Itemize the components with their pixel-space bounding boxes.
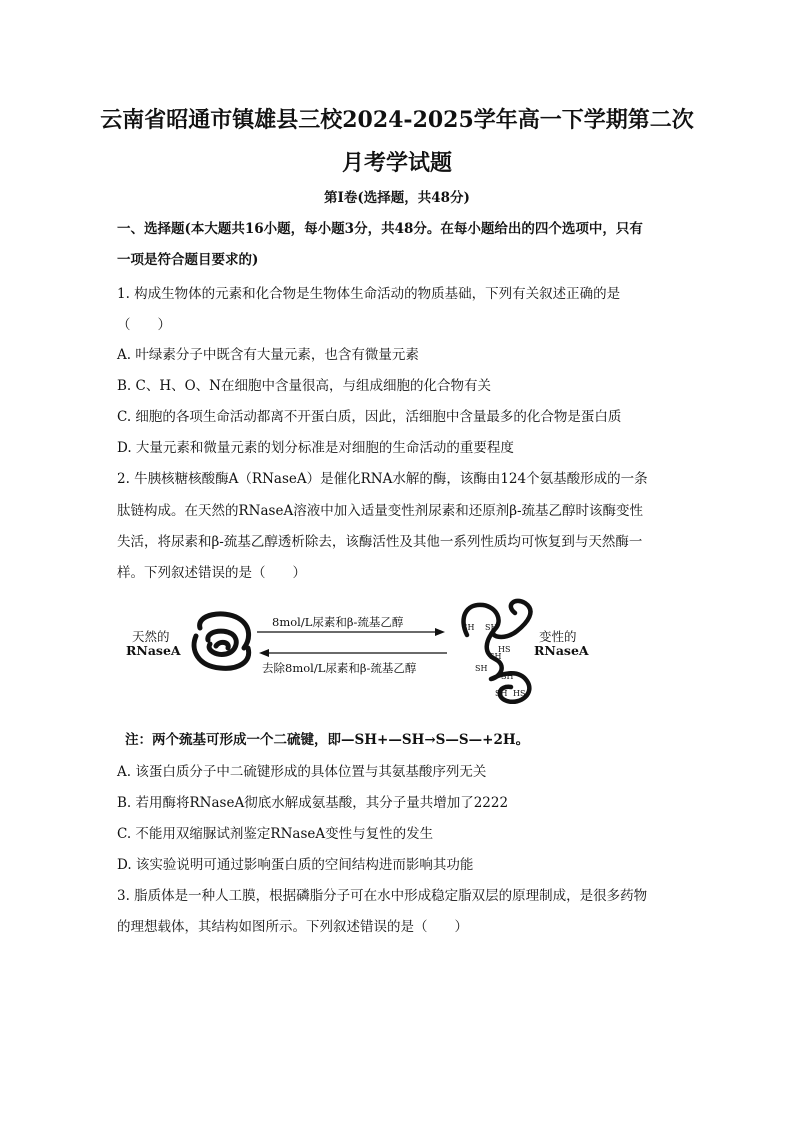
instructions-line1: 一、选择题(本大题共16小题，每小题3分，共48分。在每小题给出的四个选项中，只有: [117, 221, 643, 237]
sh-label: SH: [495, 689, 508, 698]
sh-label: SH: [475, 664, 488, 673]
hs-label: HS: [513, 689, 526, 698]
reverse-arrow-icon: [257, 648, 447, 658]
q2-option-c: C. 不能用双缩脲试剂鉴定RNaseA变性与复性的发生: [117, 826, 434, 842]
native-label-1: 天然的: [132, 629, 170, 644]
q3-stem-line1: 3. 脂质体是一种人工膜，根据磷脂分子可在水中形成稳定脂双层的原理制成，是很多药物: [117, 888, 648, 904]
forward-arrow-icon: [257, 627, 447, 637]
q2-option-a: A. 该蛋白质分子中二硫键形成的具体位置与其氨基酸序列无关: [117, 764, 487, 780]
q1-stem-line1: 1. 构成生物体的元素和化合物是生物体生命活动的物质基础，下列有关叙述正确的是: [117, 286, 621, 302]
exam-title-line2: 月考学试题: [341, 150, 452, 176]
q2-stem-line4: 样。下列叙述错误的是（ ）: [117, 565, 306, 581]
q3-stem-line2: 的理想载体，其结构如图所示。下列叙述错误的是（ ）: [117, 919, 468, 935]
instructions-line2: 一项是符合题目要求的): [117, 252, 259, 268]
q2-option-b: B. 若用酶将RNaseA彻底水解成氨基酸，其分子量共增加了2222: [117, 795, 509, 811]
native-label-2: RNaseA: [126, 643, 181, 658]
sh-label: SH: [489, 652, 502, 661]
q2-note: 注：两个巯基可形成一个二硫键，即—SH+—SH→S—S—+2H。: [125, 732, 530, 748]
native-protein-coil-icon: [186, 606, 266, 676]
denatured-label-1: 变性的: [539, 629, 577, 644]
q2-option-d: D. 该实验说明可通过影响蛋白质的空间结构进而影响其功能: [117, 857, 474, 873]
exam-title-line1: 云南省昭通市镇雄县三校2024-2025学年高一下学期第二次: [100, 107, 694, 133]
q2-stem-line2: 肽链构成。在天然的RNaseA溶液中加入适量变性剂尿素和还原剂β-巯基乙醇时该酶变性: [117, 503, 644, 519]
reverse-arrow-label: 去除8mol/L尿素和β-巯基乙醇: [262, 661, 417, 675]
q1-option-c: C. 细胞的各项生命活动都离不开蛋白质，因此，活细胞中含量最多的化合物是蛋白质: [117, 409, 622, 425]
q1-option-d: D. 大量元素和微量元素的划分标准是对细胞的生命活动的重要程度: [117, 440, 514, 456]
hs-label: HS: [498, 645, 511, 654]
q1-option-b: B. C、H、O、N在细胞中含量很高，与组成细胞的化合物有关: [117, 378, 491, 394]
sh-label: SH: [462, 623, 475, 632]
sh-label: SH: [485, 623, 498, 632]
section-heading: 第Ⅰ卷(选择题，共48分): [324, 190, 470, 206]
forward-arrow-label: 8mol/L尿素和β-巯基乙醇: [272, 615, 404, 629]
q2-stem-line1: 2. 牛胰核糖核酸酶A（RNaseA）是催化RNA水解的酶，该酶由124个氨基酸形成的一条: [117, 471, 648, 487]
q1-stem-line2: （ ）: [117, 317, 171, 333]
denatured-label-2: RNaseA: [534, 643, 589, 658]
q1-option-a: A. 叶绿素分子中既含有大量元素，也含有微量元素: [117, 347, 419, 363]
sh-label: SH: [501, 672, 514, 681]
q2-stem-line3: 失活，将尿素和β-巯基乙醇透析除去，该酶活性及其他一系列性质均可恢复到与天然酶一: [117, 534, 643, 550]
